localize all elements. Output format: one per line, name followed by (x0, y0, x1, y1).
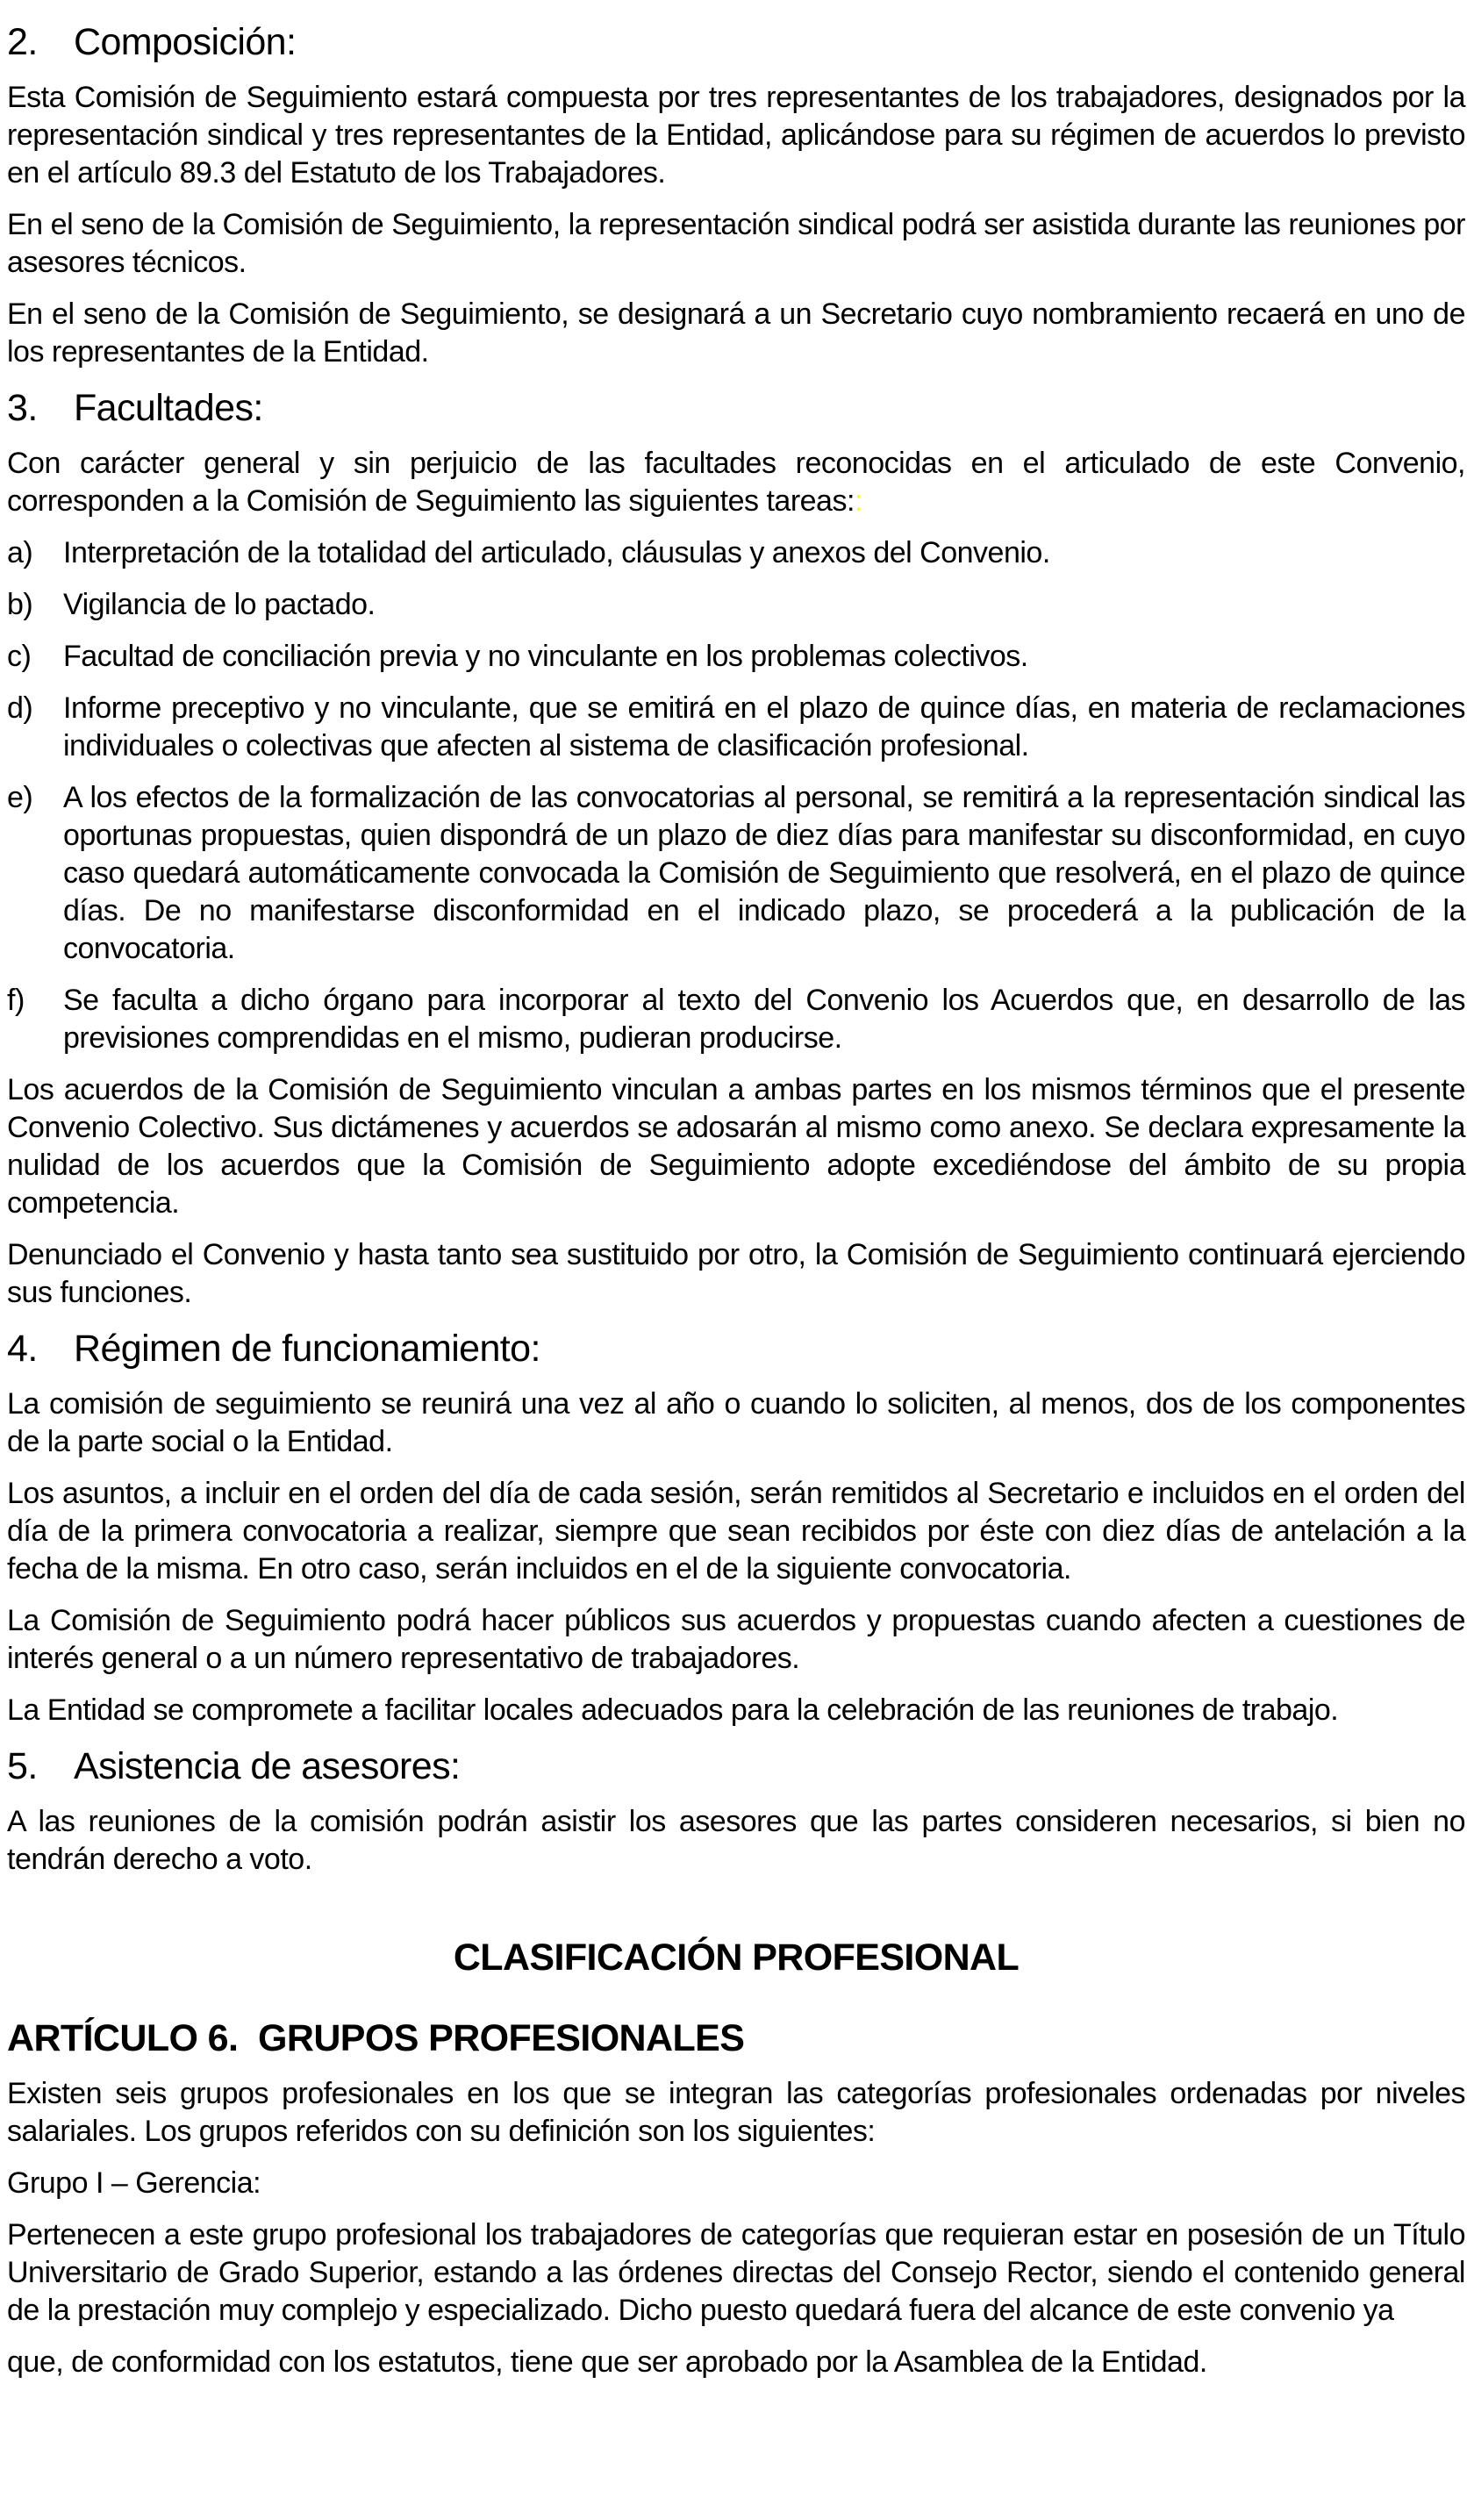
list-marker: c) (7, 640, 32, 673)
list-marker: a) (7, 536, 33, 569)
list-item-text: Vigilancia de lo pactado. (63, 588, 376, 621)
section-heading-regimen (7, 1326, 1465, 1371)
paragraph-text: Con carácter general y sin perjuicio de las facultades reconocidas en el articulado de este Convenio, corresponden a la Comisión de Seguimiento las siguientes tareas: (7, 447, 1465, 518)
paragraph: A las reuniones de la comisión podrán asistir los asesores que las partes consideren necesarios, si bien no tendrán derecho a voto. (7, 1805, 1465, 1876)
section-number: 5. (7, 1745, 38, 1787)
list-item-a (7, 534, 1465, 572)
paragraph: La comisión de seguimiento se reunirá una vez al año o cuando lo soliciten, al menos, dos de los componentes de la parte social o la Entidad. (7, 1387, 1465, 1458)
paragraph: La Comisión de Seguimiento podrá hacer públicos sus acuerdos y propuestas cuando afecten a cuestiones de interés general o a un número representativo de trabajadores. (7, 1604, 1465, 1675)
section-number: 4. (7, 1328, 38, 1370)
list-item-c (7, 638, 1465, 676)
section-heading-label: Composición: (74, 21, 297, 63)
list-item-b (7, 586, 1465, 624)
list-item-text: Facultad de conciliación previa y no vinculante en los problemas colectivos. (63, 640, 1028, 673)
list-marker: d) (7, 691, 33, 725)
section-heading-composicion (7, 19, 1465, 65)
article-heading-articulo-6: ARTÍCULO 6. GRUPOS PROFESIONALES (7, 2017, 745, 2059)
paragraph-grupo-i: Grupo I – Gerencia: (7, 2166, 261, 2200)
section-heading-asistencia (7, 1743, 1465, 1789)
section-heading-label: Asistencia de asesores: (74, 1745, 461, 1787)
list-marker: f) (7, 984, 25, 1017)
list-marker: e) (7, 781, 33, 814)
paragraph: En el seno de la Comisión de Seguimiento, se designará a un Secretario cuyo nombramiento recaerá en uno de los representantes de la Entidad. (7, 297, 1465, 369)
list-item-f (7, 982, 1465, 1057)
list-item-text: Interpretación de la totalidad del articulado, cláusulas y anexos del Convenio. (63, 536, 1050, 569)
section-heading-label: Facultades: (74, 387, 263, 429)
paragraph-with-highlight (7, 445, 1465, 520)
list-item-e (7, 779, 1465, 968)
list-item-text: Informe preceptivo y no vinculante, que se emitirá en el plazo de quince días, en materia de reclamaciones individuales o colectivas que afecten al sistema de clasificación profesional. (63, 691, 1465, 762)
section-number: 2. (7, 21, 38, 63)
paragraph: Los acuerdos de la Comisión de Seguimiento vinculan a ambas partes en los mismos términos que el presente Convenio Colectivo. Sus dictámenes y acuerdos se adosarán al mismo como anexo. Se declara expresamente la nulidad de los acuerdos que la Comisión de Seguimiento adopte excediéndose del ámbito de su propia competencia. (7, 1073, 1465, 1220)
paragraph: Esta Comisión de Seguimiento estará compuesta por tres representantes de los trabajadores, designados por la representación sindical y tres representantes de la Entidad, aplicándose para su régimen de acuerdos lo previsto en el artículo 89.3 del Estatuto de los Trabajadores. (7, 81, 1465, 190)
section-heading-facultades (7, 385, 1465, 431)
paragraph: Existen seis grupos profesionales en los que se integran las categorías profesionales ordenadas por niveles salariales. Los grupos referidos con su definición son los siguientes: (7, 2077, 1465, 2148)
paragraph: En el seno de la Comisión de Seguimiento, la representación sindical podrá ser asistida durante las reuniones por asesores técnicos. (7, 208, 1465, 279)
list-item-d (7, 690, 1465, 765)
paragraph: Denunciado el Convenio y hasta tanto sea sustituido por otro, la Comisión de Seguimiento continuará ejerciendo sus funciones. (7, 1238, 1465, 1309)
list-item-text: A los efectos de la formalización de las convocatorias al personal, se remitirá a la representación sindical las oportunas propuestas, quien dispondrá de un plazo de diez días para manifestar su disconformidad, en cuyo caso quedará automáticamente convocada la Comisión de Seguimiento que resolverá, en el plazo de quince días. De no manifestarse disconformidad en el indicado plazo, se procederá a la publicación de la convocatoria. (63, 781, 1465, 965)
list-item-text: Se faculta a dicho órgano para incorporar al texto del Convenio los Acuerdos que, en desarrollo de las previsiones comprendidas en el mismo, pudieran producirse. (63, 984, 1465, 1055)
chapter-heading-clasificacion-profesional: CLASIFICACIÓN PROFESIONAL (453, 1937, 1020, 1979)
section-number: 3. (7, 387, 38, 429)
section-heading-label: Régimen de funcionamiento: (74, 1328, 540, 1370)
paragraph: Los asuntos, a incluir en el orden del día de cada sesión, serán remitidos al Secretario e incluidos en el orden del día de la primera convocatoria a realizar, siempre que sean recibidos por éste con diez días de antelación a la fecha de la misma. En otro caso, serán incluidos en el de la siguiente convocatoria. (7, 1477, 1465, 1586)
list-marker: b) (7, 588, 33, 621)
paragraph: La Entidad se compromete a facilitar locales adecuados para la celebración de las reuniones de trabajo. (7, 1693, 1339, 1727)
paragraph: que, de conformidad con los estatutos, tiene que ser aprobado por la Asamblea de la Entidad. (7, 2345, 1207, 2379)
highlighted-colon: : (854, 484, 862, 518)
paragraph: Pertenecen a este grupo profesional los trabajadores de categorías que requieran estar en posesión de un Título Universitario de Grado Superior, estando a las órdenes directas del Consejo Rector, siendo el contenido general de la prestación muy complejo y especializado. Dicho puesto quedará fuera del alcance de este convenio ya (7, 2218, 1465, 2327)
